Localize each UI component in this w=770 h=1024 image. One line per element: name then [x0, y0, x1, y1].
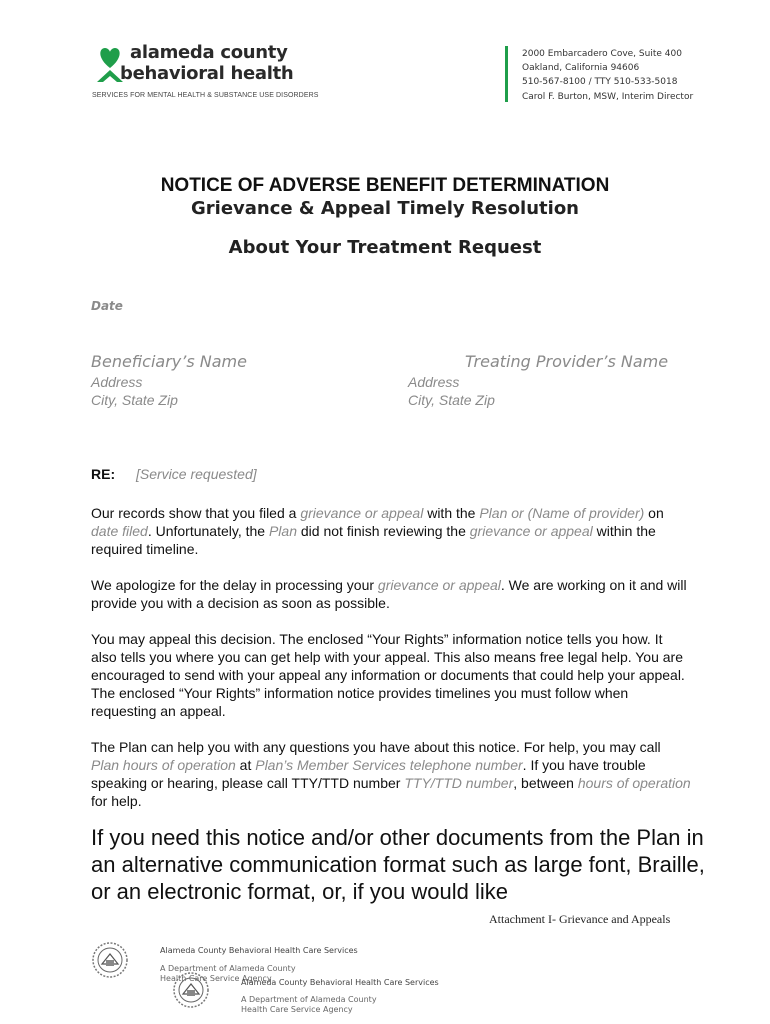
- attachment-label: Attachment I- Grievance and Appeals: [489, 912, 671, 926]
- logo-text-line2: behavioral health: [120, 63, 294, 84]
- contact-address: 2000 Embarcadero Cove, Suite 400: [522, 49, 682, 59]
- placeholder-text: Plan or (Name of provider): [479, 505, 645, 521]
- footer-org-name: Alameda County Behavioral Health Care Services: [241, 978, 439, 987]
- paragraph-help: The Plan can help you with any questions you have about this notice. For help, you may call Plan hours of operation at Plan’s Member Services telephone number. If you have trouble speaking or hearing, please call TTY/TTD number TTY/TTD number, between hours of operation for help.: [91, 739, 691, 809]
- provider-name: Treating Provider’s Name: [465, 352, 669, 371]
- placeholder-text: Plan’s Member Services telephone number: [255, 757, 523, 773]
- county-seal-icon: [173, 972, 209, 1008]
- beneficiary-city: City, State Zip: [91, 392, 178, 408]
- beneficiary-address-block: [91, 373, 178, 409]
- provider-address: Address: [408, 374, 460, 390]
- notice-title: NOTICE OF ADVERSE BENEFIT DETERMINATION: [160, 175, 610, 196]
- placeholder-text: hours of operation: [577, 775, 691, 791]
- placeholder-text: grievance or appeal: [377, 577, 501, 593]
- contact-director: Carol F. Burton, MSW, Interim Director: [522, 91, 694, 102]
- logo-text-line1: alameda county: [130, 42, 288, 63]
- date-field: Date: [91, 299, 123, 313]
- county-seal-icon: [92, 942, 128, 978]
- re-service-requested: [Service requested]: [136, 466, 257, 482]
- footer-dept-line2: Health Care Service Agency: [241, 1005, 353, 1014]
- logo-tagline: SERVICES FOR MENTAL HEALTH & SUBSTANCE USE DISORDERS: [92, 92, 319, 99]
- alternative-format-notice: If you need this notice and/or other documents from the Plan in an alternative communication format such as large font, Braille, or an electronic format, or, if you would like: [91, 825, 705, 904]
- beneficiary-address: Address: [91, 374, 143, 390]
- placeholder-text: TTY/TTD number: [404, 775, 514, 791]
- header-divider: [505, 46, 508, 102]
- footer-org-name: Alameda County Behavioral Health Care Services: [160, 946, 358, 955]
- beneficiary-name: Beneficiary’s Name: [91, 352, 247, 371]
- re-label: RE:: [91, 466, 116, 482]
- placeholder-text: grievance or appeal: [469, 523, 593, 539]
- provider-city: City, State Zip: [408, 392, 495, 408]
- contact-block: [522, 47, 693, 104]
- paragraph-apology: We apologize for the delay in processing your grievance or appeal. We are working on it and will provide you with a decision as soon as possible.: [91, 577, 687, 611]
- placeholder-text: grievance or appeal: [300, 505, 424, 521]
- placeholder-text: Plan: [268, 523, 297, 539]
- paragraph-appeal-rights: You may appeal this decision. The enclosed “Your Rights” information notice tells you how. It also tells you where you can get help with your appeal. This also means free legal help. You are encouraged to send with your appeal any information or documents that could help your appeal. The enclosed “Your Rights” information notice provides timelines you must follow when requesting an appeal.: [91, 631, 685, 719]
- provider-address-block: [408, 373, 495, 409]
- placeholder-text: date filed: [91, 523, 148, 539]
- contact-phone: 510-567-8100 / TTY 510-533-5018: [522, 77, 678, 88]
- notice-subtitle: Grievance & Appeal Timely Resolution: [191, 198, 579, 219]
- contact-city: Oakland, California 94606: [522, 63, 640, 74]
- paragraph-records: Our records show that you filed a grievance or appeal with the Plan or (Name of provider) on date filed. Unfortunately, the Plan did not finish reviewing the grievance or appeal within the required timeline.: [91, 505, 664, 557]
- footer-dept-line1: A Department of Alameda County: [241, 995, 377, 1004]
- placeholder-text: Plan hours of operation: [91, 757, 236, 773]
- notice-heading: About Your Treatment Request: [228, 237, 542, 258]
- footer-dept-line2: Health Care Service Agency: [160, 974, 272, 983]
- footer-dept-line1: A Department of Alameda County: [160, 964, 296, 973]
